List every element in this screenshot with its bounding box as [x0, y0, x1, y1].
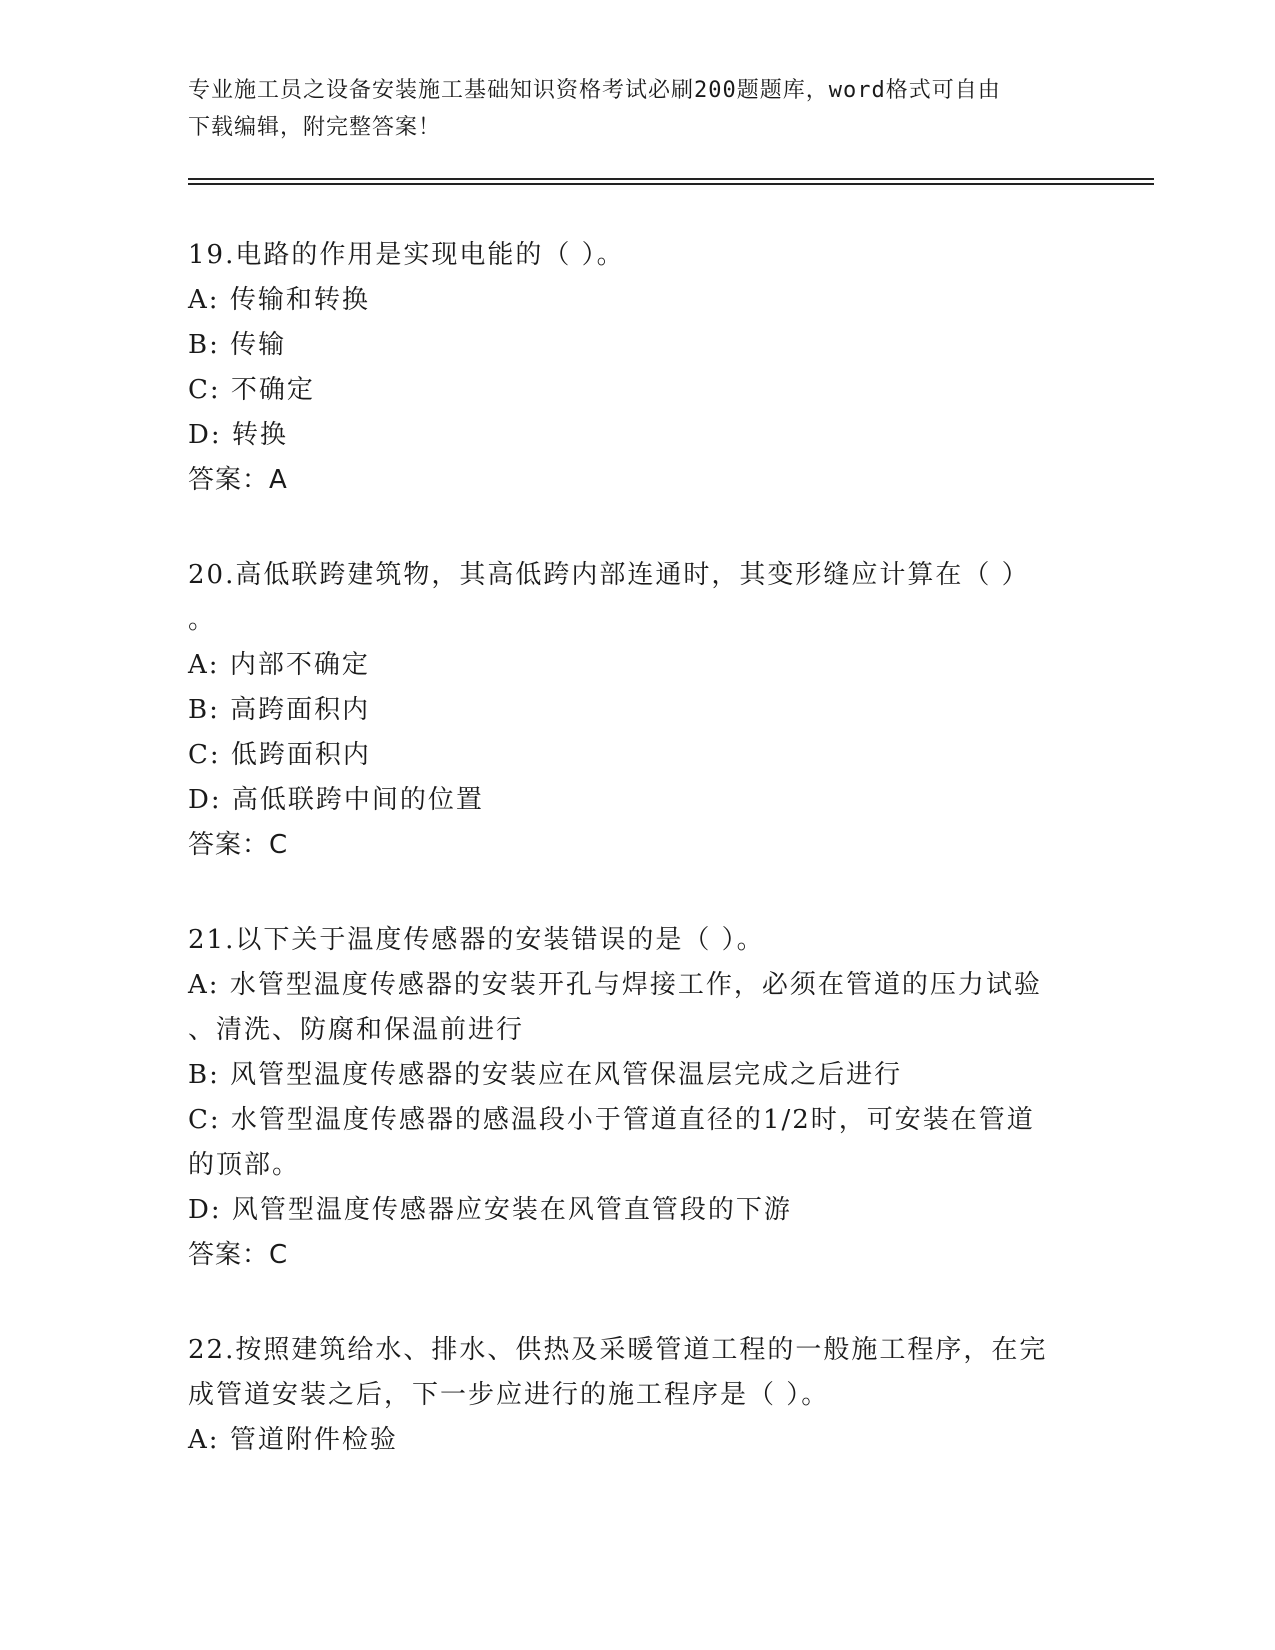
option-b: B: 风管型温度传感器的安装应在风管保温层完成之后进行: [188, 1060, 903, 1090]
option-a: A: 管道附件检验: [188, 1425, 398, 1455]
document-header: [188, 72, 1088, 146]
question-stem-continued: 。: [188, 605, 217, 635]
option-a: A: 水管型温度传感器的安装开孔与焊接工作，必须在管道的压力试验: [188, 970, 1042, 1000]
answer: 答案：C: [188, 830, 289, 860]
header-line-1: 专业施工员之设备安装施工基础知识资格考试必刷200题题库，word格式可自由: [188, 78, 1001, 103]
question-20: [188, 553, 1088, 868]
option-d: D: 风管型温度传感器应安装在风管直管段的下游: [188, 1195, 792, 1225]
option-a-continued: 、清洗、防腐和保温前进行: [188, 1015, 525, 1045]
option-a: A: 传输和转换: [188, 285, 370, 315]
option-c: C: 水管型温度传感器的感温段小于管道直径的1/2时，可安装在管道: [188, 1105, 1035, 1135]
question-stem: 22.按照建筑给水、排水、供热及采暖管道工程的一般施工程序，在完: [188, 1335, 1048, 1365]
header-line-2: 下载编辑，附完整答案！: [188, 115, 442, 140]
header-divider-bottom: [188, 183, 1154, 185]
question-stem-continued: 成管道安装之后，下一步应进行的施工程序是（ ）。: [188, 1380, 830, 1410]
question-stem: 20.高低联跨建筑物，其高低跨内部连通时，其变形缝应计算在（ ）: [188, 560, 1030, 590]
option-c: C: 不确定: [188, 375, 315, 405]
option-c-continued: 的顶部。: [188, 1150, 301, 1180]
option-d: D: 转换: [188, 420, 288, 450]
question-stem: 19.电路的作用是实现电能的（ ）。: [188, 240, 625, 270]
option-d: D: 高低联跨中间的位置: [188, 785, 484, 815]
answer: 答案：A: [188, 465, 288, 495]
question-22: [188, 1328, 1088, 1463]
option-a: A: 内部不确定: [188, 650, 370, 680]
question-19: [188, 233, 1088, 503]
option-b: B: 高跨面积内: [188, 695, 371, 725]
option-c: C: 低跨面积内: [188, 740, 371, 770]
question-stem: 21.以下关于温度传感器的安装错误的是（ ）。: [188, 925, 765, 955]
question-21: [188, 918, 1088, 1278]
answer: 答案：C: [188, 1240, 289, 1270]
option-b: B: 传输: [188, 330, 287, 360]
header-divider-top: [188, 178, 1154, 180]
